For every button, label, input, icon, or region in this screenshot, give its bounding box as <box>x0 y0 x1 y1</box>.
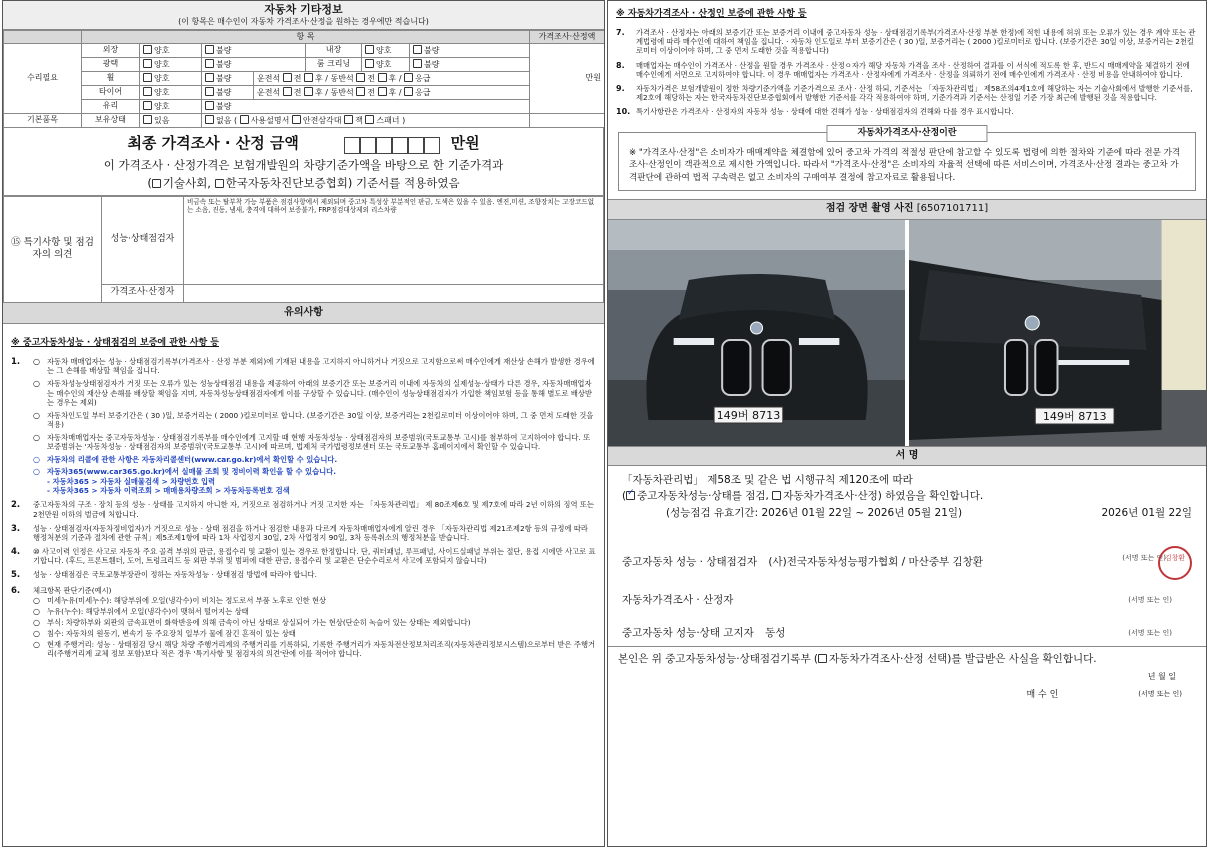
appraisal-definition-tag: 자동차가격조사·산정이란 <box>826 125 987 142</box>
plate-text-2: 149버 8713 <box>1042 409 1107 423</box>
tire-position[interactable]: 운전석 전 후 / 동반석 전 후 / 응급 <box>254 85 530 99</box>
caution-item-6: 6. 체크항목 판단기준(예시) ○ 미세누유(미세누수): 해당부위에 오일(냉각수)이 비치는 정도로서 부품 노후로 인한 현상 ○ 누유(누수): 해당부위에서 오일(냉각수)이 맺혀서 떨어지는 상태 ○ 부식: 차량하부와 외판의 금속표면이 화학반응에 의해 금속이 아닌 상태로 상실되어 가는 현상(단순히 녹슬어 있는 상태는 제외합니다) ○ 침수: 자동차의 원동기, 변속기 등 주요장치 일부가 물에 잠긴 흔적이 있는 상태 ○ 현재 주행거리: 성능 · 상태점검 당시 해당 차량 주행거리계의 주행거리를 기록하되, 기록한 주행거리가 자동차전산정보처리조직(자동차관리정보시스템)으로부터 받은 주행거리(주행거리계 교체 정보 포함)보다 적은 경우 '특기사항 및 점검자의 의견'란에 이를 적어야 합니다. <box>11 585 596 658</box>
wheel-bad[interactable]: 불량 <box>202 71 254 85</box>
wheel-position[interactable]: 운전석 전 후 / 동반석 전 후 / 응급 <box>254 71 530 85</box>
inspection-checkbox[interactable] <box>626 491 635 500</box>
repair-label: 수리필요 <box>4 43 82 113</box>
caution-item-3: 3. 성능 · 상태점검자(자동차정비업자)가 거짓으로 성능 · 상태 점검을 하거나 점검한 내용과 다르게 자동차매매업자에게 알린 경우 「자동차관리법 제21조제2항 등의 규정에 따라 행정처분의 기준과 절차에 관한 규칙」제5조제1항에 따라 1차 사업정지 30일, 2차 사업정지 90일, 3차 등록취소의 행정처분을 받습니다. <box>11 523 588 542</box>
caution-item-2: 2. 중고자동차의 구조 · 장치 등의 성능 · 상태를 고지하지 아니한 자, 거짓으로 점검하거나 거짓 고지한 자는 「자동차관리법」 제 80조제6호 및 제7호에 따라 2년 이하의 징역 또는 2천만원 이하의 벌금에 처합니다. <box>11 500 594 519</box>
caution-item-1: 1. ○ 자동차 매매업자는 성능 · 상태점검기록부(가격조사 · 산정 부분 제외)에 기재된 내용을 고지하지 아니하거나 거짓으로 고지함으로써 매수인에게 재산상 손해가 발생한 경우에는 그 손해를 배상할 책임을 집니다. ○ 자동차성능상태점검자가 거짓 또는 오류가 있는 성능상태점검 내용을 제공하여 아래의 보증기간 또는 보증거리 이내에 자동차의 실제성능·상태가 다른 경우, 자동차매매업자는 매수인의 재산상 손해를 배상할 책임을 지며, 자동차성능상태점검자에게 이를 구상할 수 있습니다. (매수인이 성능상태점검자가 가입한 책임보험 등을 통해 별도로 배상받는 경우는 제외) ○ 자동차인도일 부터 보증기간은 ( 30 )일, 보증거리는 ( 2000 )킬로미터로 합니다. (보증기간은 30일 이상, 보증거리는 2천킬로미터 이상이어야 하며, 그 중 먼저 도래한 것을 적용) ○ 자동차매매업자는 중고자동차성능 · 상태점검기록부를 매수인에게 고지할 때 현행 자동차성능 · 상태점검자의 보증범위(국토교통부 고시)를 첨부하여 고지하여야 합니다. 또 보증범위는 '자동차성능 · 상태점검자의 보증범위'(국토교통부 고시)에 따르며, 법제처 국가법령정보센터 또는 국토교통부 홈페이지에서 확인할 수 있습니다. ○ 자동차의 리콜에 관한 사항은 자동차리콜센터(www.car.go.kr)에서 확인할 수 있습니다. ○ 자동차365(www.car365.go.kr)에서 실매물 조회 및 정비이력 확인을 할 수 있습니다. - 자동차365 > 자동차 실매물검색 > 차량번호 입력 - 자동차365 > 자동차 이력조회 > 매매용차량조회 > 자동차등록번호 검색 <box>11 357 595 496</box>
glass-good[interactable]: 양호 <box>140 99 202 113</box>
final-title: 최종 가격조사 · 산정 금액 <box>127 133 299 152</box>
gloss-bad[interactable]: 불량 <box>202 57 306 71</box>
inspector-label: 성능·상태점검자 <box>102 196 184 284</box>
inspector-row: 중고자동차 성능 · 상태점검자 (사)전국자동차성능평가협회 / 마산중부 김창환 (서명 또는 인)김창환 <box>622 546 1192 580</box>
interior-good[interactable]: 양호 <box>362 43 410 57</box>
final-unit: 만원 <box>450 133 480 152</box>
caution-heading: ※ 중고자동차성능 · 상태점검의 보증에 관한 사항 등 <box>11 338 219 348</box>
tire-good[interactable]: 양호 <box>140 85 202 99</box>
buyer-section <box>608 646 1206 707</box>
appraisal-definition-text: ※ "가격조사·산정"은 소비자가 매매계약을 체결함에 있어 중고차 가격의 적절성 판단에 참고할 수 있도록 법령에 의한 절차와 기준에 따라 전문 가격조사·산정인이 객관적으로 제시한 가액입니다. 따라서 "가격조사·산정"은 소비자의 자율적 선택에 따른 서비스이며, 가격조사·산정 결과는 중고차 가격판단에 관하여 법적 구속력은 없고 소비자의 구매여부 결정에 참고자료로 활용됩니다. <box>629 148 1181 183</box>
left-column <box>2 0 605 847</box>
exterior-good[interactable]: 양호 <box>140 43 202 57</box>
basic-status: 보유상태 <box>82 113 140 127</box>
row-room-clean: 룸 크리닝 <box>306 57 362 71</box>
appraiser-opinion[interactable] <box>184 284 604 302</box>
inspector-name: (사)전국자동차성능평가협회 / 마산중부 김창환 <box>768 556 983 569</box>
notifier-row: 중고자동차 성능·상태 고지자 동성 (서명 또는 인) <box>622 626 1172 639</box>
wheel-good[interactable]: 양호 <box>140 71 202 85</box>
photo-area <box>608 220 1206 446</box>
sign-law: 「자동차관리법」 제58조 및 같은 법 시행규칙 제120조에 따라 <box>622 474 913 487</box>
plate-text-1: 149버 8713 <box>716 408 781 422</box>
other-info-title: 자동차 기타정보 <box>264 3 343 16</box>
buyer-date: 년 월 일 <box>1147 672 1176 682</box>
row-interior: 내장 <box>306 43 362 57</box>
other-info-header <box>3 1 604 30</box>
other-info-table <box>3 30 605 128</box>
item-8: 8. 매매업자는 매수인이 가격조사 · 산정을 원할 경우 가격조사 · 산정ㅇ자가 해당 자동차 가격을 조사 · 산정하여 결과를 이 서식에 적도록 한 후, 반드시 매매계약을 체결하기 전에 매수인에게 서면으로 고지하여야 합니다. 이 경우 매매업자는 가격조사 · 산정자에게 가격조사 · 산정을 의뢰하기 전에 매수인에게 가격조사 · 산정 비용을 안내하여야 합니다. <box>616 60 1190 79</box>
photo-title: 점검 장면 촬영 사진 [6507101711] <box>608 199 1206 220</box>
tech-checkbox[interactable] <box>152 179 161 188</box>
car-photo-angle <box>909 220 1206 446</box>
exterior-bad[interactable]: 불량 <box>202 43 306 57</box>
final-desc2: ( 기술사회, 한국자동차진단보증협회) 기준서를 적용하였음 <box>147 176 460 191</box>
sign-confirm: (✓ 중고자동차성능·상태를 점검, 자동차가격조사·산정) 하였음을 확인합니다. <box>622 490 1192 503</box>
caution-item-4: 4. ⑩ 사고이력 인정은 사고로 자동차 주요 골격 부위의 판금, 용접수리 및 교환이 있는 경우로 한정합니다. 단, 쿼터패널, 루프패널, 사이드실패널 부위는 절단, 용접 시에만 사고로 표기합니다. (후드, 프론트휀더, 도어, 트렁크리드 등 외판 부위 및 범퍼에 대한 판금, 용접수리 및 교환은 단순수리로서 사고에 포함되지 않습니다) <box>11 546 596 565</box>
right-column <box>607 0 1207 847</box>
basic-label: 기본품목 <box>4 113 82 127</box>
item-10: 10. 특기사항란은 가격조사 · 산정자의 자동차 성능 · 상태에 대한 견해가 성능 · 상태점검자의 견해와 다를 경우 표시합니다. <box>616 107 1014 117</box>
special-label: ⑮ 특기사항 및 점검자의 의견 <box>4 196 102 302</box>
caution-body <box>3 324 604 668</box>
amount-boxes[interactable] <box>344 141 440 150</box>
sign-title: 서 명 <box>608 446 1206 467</box>
gloss-good[interactable]: 양호 <box>140 57 202 71</box>
sign-date: 2026년 01월 22일 <box>1101 506 1192 519</box>
row-wheel: 휠 <box>82 71 140 85</box>
sign-section <box>608 466 1206 646</box>
car-photo-front <box>608 220 905 446</box>
final-desc1: 이 가격조사 · 산정가격은 보험개발원의 차량기준가액을 바탕으로 한 기준가격과 <box>103 157 504 172</box>
row-gloss: 광택 <box>82 57 140 71</box>
inspector-seal-stamp: 김창환 <box>1158 546 1192 580</box>
buyer-confirm: 본인은 위 중고자동차성능·상태점검기록부 ( 자동차가격조사·산정 선택)를 발급받은 사실을 확인합니다. <box>618 653 1097 665</box>
special-table <box>3 196 604 303</box>
col-item-header: 항 목 <box>82 30 530 43</box>
glass-bad[interactable]: 불량 <box>202 99 530 113</box>
car365-link[interactable]: 자동차365(www.car365.go.kr)에서 실매물 조회 및 정비이력 확인을 할 수 있습니다. <box>47 467 337 477</box>
notifier-name: 동성 <box>765 626 786 639</box>
row-exterior: 외장 <box>82 43 140 57</box>
room-bad[interactable]: 불량 <box>410 57 530 71</box>
final-amount <box>3 128 604 196</box>
appraisal-definition-box <box>618 128 1196 191</box>
validity-row <box>622 507 1192 520</box>
special-note[interactable]: 비금속 또는 탈부착 가능 부품은 점검사항에서 제외되며 중고차 특성상 부분적인 판금, 도색은 있을 수 있음. 엔진,미션, 조향장치는 고장코드없는 소음, 진동, 냄새, 충격에 대하여 보증불가, FRP점검대상제외 리스차량 <box>184 196 604 284</box>
buyer-row: 매 수 인 (서명 또는 인) <box>1026 690 1182 701</box>
basic-yes[interactable]: 있음 <box>140 113 202 127</box>
validity-period: (성능점검 유효기간: 2026년 01월 22일 ~ 2026년 05월 21일) <box>666 506 963 519</box>
col-price-header: 가격조사·산정액 <box>530 30 605 43</box>
caution-item-5: 5. 성능 · 상태점검은 국토교통부장관이 정하는 자동차성능 · 상태점검 방법에 따라야 합니다. <box>11 570 317 581</box>
appraiser-row: 자동차가격조사 · 산정자 (서명 또는 인) <box>622 593 1172 606</box>
room-good[interactable]: 양호 <box>362 57 410 71</box>
other-info-subtitle: (이 항목은 매수인이 자동차 가격조사·산정을 원하는 경우에만 적습니다) <box>178 16 429 26</box>
appraisal-guarantee <box>608 1 1206 126</box>
recall-link[interactable]: 자동차의 리콜에 관한 사항은 자동차리콜센터(www.car.go.kr)에서 확인할 수 있습니다. <box>47 455 338 465</box>
appraiser-label: 가격조사·산정자 <box>102 284 184 302</box>
caution-title: 유의사항 <box>3 303 604 325</box>
appraisal-heading: ※ 자동차가격조사 · 산정인 보증에 관한 사항 등 <box>616 9 807 19</box>
row-glass: 유리 <box>82 99 140 113</box>
kada-checkbox[interactable] <box>215 179 224 188</box>
tire-bad[interactable]: 불량 <box>202 85 254 99</box>
item-7: 7. 가격조사 · 산정자는 아래의 보증기간 또는 보증거리 이내에 중고자동차 성능 · 상태점검기록부(가격조사·산정 부분 한정)에 적힌 내용에 허위 또는 오류가 있는 경우 계약 또는 관계법령에 따라 매수인에 대하여 책임을 집니다. · 자동차 인도일로 부터 보증기간은 ( 30 )일, 보증거리는 ( 2000 )킬로미터로 합니다. (보증기간은 30일 이상, 보증거리는 2천킬로미터 이상이어야 하며, 그 중 먼저 도래한 것을 적용합니다) <box>616 28 1196 56</box>
interior-bad[interactable]: 불량 <box>410 43 530 57</box>
item-9: 9. 자동차가격은 보험개발원이 정한 차량기준가액을 기준가격으로 조사 · 산정 하되, 기준서는 「자동차관리법」 제58조의4제1호에 해당하는 자는 기술사회에서 발행한 기준서를, 제2호에 해당하는 자는 한국자동차진단보증협회에서 발행한 기준서를 각각 적용하여야 하며, 기준가격과 기준서는 산정일 기준 가장 최근에 발행된 것을 적용합니다. <box>616 83 1193 102</box>
basic-no[interactable]: 없음 ( 사용설명서 안전삼각대 잭 스패너 ) <box>202 113 530 127</box>
row-tire: 타이어 <box>82 85 140 99</box>
buyer-appraisal-checkbox[interactable] <box>818 654 827 663</box>
appraisal-checkbox[interactable] <box>772 491 781 500</box>
price-unit: 만원 <box>530 43 605 113</box>
